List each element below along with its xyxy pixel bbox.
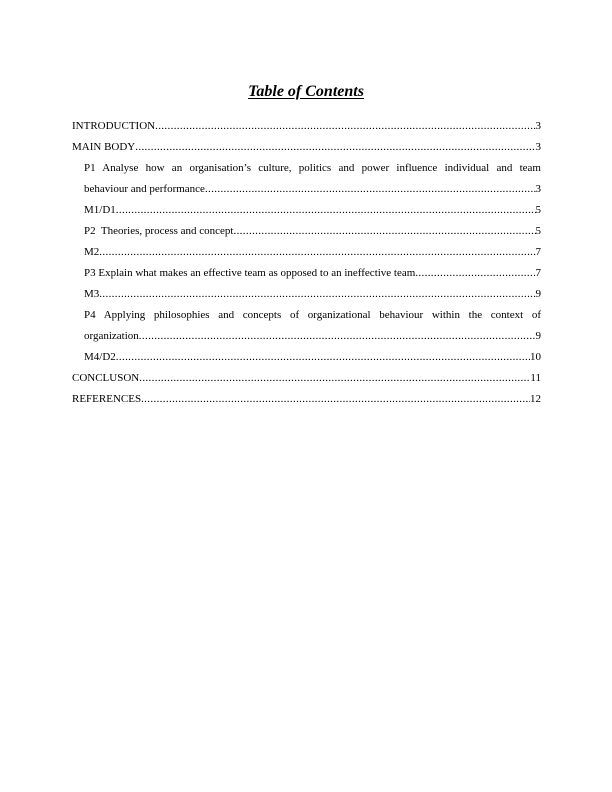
toc-dot-leader xyxy=(116,200,536,221)
toc-entry-label: M4/D2 xyxy=(84,351,116,363)
toc-page-number: 3 xyxy=(535,120,541,132)
toc-dot-leader xyxy=(139,368,530,389)
toc-entry-m3[interactable] xyxy=(84,284,541,305)
toc-entry-p2[interactable] xyxy=(84,221,541,242)
toc-page-number: 9 xyxy=(535,330,541,342)
toc-page-number: 3 xyxy=(535,141,541,153)
toc-entry-label: M3 xyxy=(84,288,100,300)
toc-entry-label: INTRODUCTION xyxy=(72,120,156,132)
toc-entry-label: behaviour and performance xyxy=(84,183,205,195)
toc-entry-label: organization xyxy=(84,330,139,342)
toc-entry-label: P3 Explain what makes an effective team as opposed to an ineffective team xyxy=(84,267,416,279)
toc-entry-conclusion[interactable] xyxy=(72,368,541,389)
toc-dot-leader xyxy=(141,389,530,410)
toc-entry-line2 xyxy=(84,326,541,347)
toc-dot-leader xyxy=(415,263,535,284)
toc-page-number: 5 xyxy=(535,225,541,237)
toc-title: Table of Contents xyxy=(248,83,364,100)
toc-entry-p3[interactable] xyxy=(84,263,541,284)
toc-entry-label: REFERENCES xyxy=(72,393,142,405)
toc-entry-label: M1/D1 xyxy=(84,204,116,216)
toc-entry-m1-d1[interactable] xyxy=(84,200,541,221)
toc-dot-leader xyxy=(155,116,535,137)
toc-entry-label: MAIN BODY xyxy=(72,141,136,153)
toc-entry-p4[interactable] xyxy=(84,305,541,347)
toc-entry-label-line1: P4 Applying philosophies and concepts of organizational behaviour within the context of xyxy=(84,309,541,321)
toc-entry-main-body[interactable] xyxy=(72,137,541,158)
toc-page-number: 5 xyxy=(535,204,541,216)
toc-entry-label: M2 xyxy=(84,246,100,258)
toc-dot-leader xyxy=(116,347,530,368)
toc-entry-label: P2 Theories, process and concept xyxy=(84,225,234,237)
toc-page-number: 3 xyxy=(535,183,541,195)
toc-entry-label: CONCLUSON xyxy=(72,372,140,384)
toc-page-number: 7 xyxy=(535,246,541,258)
toc-dot-leader xyxy=(233,221,535,242)
toc-entry-m2[interactable] xyxy=(84,242,541,263)
toc-page-number: 12 xyxy=(530,393,541,405)
table-of-contents xyxy=(72,116,541,410)
toc-entry-line2 xyxy=(84,179,541,200)
toc-page-number: 9 xyxy=(535,288,541,300)
toc-entry-label-line1: P1 Analyse how an organisation’s culture, politics and power influence individual and team xyxy=(84,162,541,174)
toc-entry-p1[interactable] xyxy=(84,158,541,200)
toc-page-number: 11 xyxy=(530,372,541,384)
toc-page-number: 10 xyxy=(530,351,541,363)
toc-page-number: 7 xyxy=(535,267,541,279)
toc-dot-leader xyxy=(99,284,535,305)
toc-dot-leader xyxy=(99,242,535,263)
toc-entry-m4-d2[interactable] xyxy=(84,347,541,368)
toc-entry-introduction[interactable] xyxy=(72,116,541,137)
toc-dot-leader xyxy=(205,179,536,200)
toc-dot-leader xyxy=(135,137,535,158)
toc-entry-references[interactable] xyxy=(72,389,541,410)
toc-dot-leader xyxy=(139,326,536,347)
